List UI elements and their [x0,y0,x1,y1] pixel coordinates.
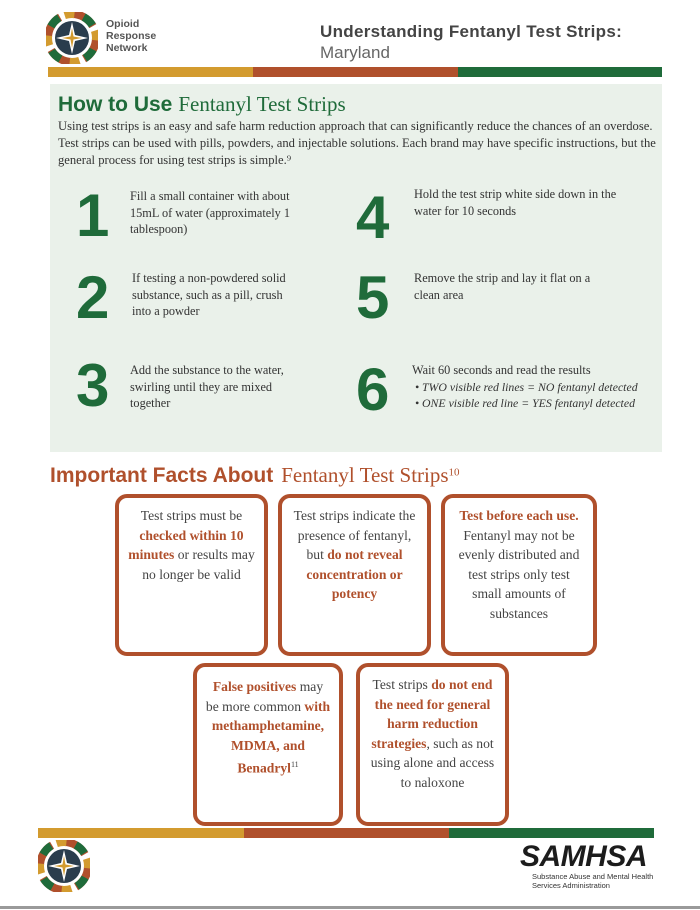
fact-text: Test strips must be [140,508,243,523]
step-text: Remove the strip and lay it flat on a clean area [414,271,591,302]
document-title-main: Understanding Fentanyl Test Strips: [320,22,623,41]
fact-card-false-positives [193,663,343,826]
step-number: 4 [356,184,390,251]
fact-text: may be more common [205,679,324,714]
step-result-bullet: • ONE visible red line = YES fentanyl detected [412,396,635,410]
fact-card-check-within [115,494,268,656]
fact-card-harm-reduction [356,663,509,826]
step-number: 5 [356,264,390,331]
fact-text: Test strips [372,677,432,692]
step-text: Wait 60 seconds and read the results [412,363,591,377]
step-number: 2 [76,264,110,331]
step-number: 6 [356,356,390,423]
step-text-block [412,362,662,412]
org-name-line: Response [106,30,157,42]
step-result-bullet: • TWO visible red lines = NO fentanyl detected [412,379,638,394]
how-to-use-panel [50,84,662,452]
page-header [0,0,700,66]
fact-text: or results may no longer be valid [142,547,255,582]
how-to-use-intro: Using test strips is an easy and safe harm reduction approach that can significantly reduce the chances of an overdose. Test strips can be used with pills, powders, and injectable solutions. Each brand may have specific instructions, but the general process for using test strips is simple.⁹ [58,119,656,167]
how-to-use-heading-light: Fentanyl Test Strips [178,92,346,116]
org-name-line: Opioid [106,18,140,30]
fact-text: , such as not using alone and access to naloxone [370,735,495,790]
fact-text-emphasis: False positives [212,679,297,694]
header-color-stripe [48,67,662,77]
fact-text-emphasis: Test before each use. [459,508,579,523]
important-facts-heading-light: Fentanyl Test Strips [281,463,449,487]
fact-card-no-potency [278,494,431,656]
fact-text: Fentanyl may not be evenly distributed and test strips only test small amounts of substances [458,527,580,621]
fact-text-emphasis: do not reveal concentration or potency [306,547,403,601]
org-name-line: Network [106,42,148,54]
step-text: Hold the test strip white side down in the water for 10 seconds [414,187,617,218]
opioid-response-network-logo [46,12,98,64]
samhsa-name: SAMHSA [520,840,648,873]
org-name [106,18,156,54]
samhsa-full-name [532,872,670,890]
fact-ref: 11 [290,760,299,769]
important-facts-heading-ref: 10 [448,466,460,479]
important-facts-heading [50,463,460,488]
samhsa-full-name-line: Substance Abuse and Mental Health [532,872,654,881]
step-result-bullet-text: TWO visible red lines = NO fentanyl detected [422,379,638,394]
step-number: 3 [76,352,110,419]
fact-text-emphasis: do not end the need for general harm reduction strategies [371,677,493,751]
step-result-bullet-text: ONE visible red line = YES fentanyl detected [422,396,635,410]
step-number: 1 [76,182,110,249]
how-to-use-heading-bold: How to Use [58,93,173,116]
how-to-use-heading [58,92,346,117]
fact-text-emphasis: checked within 10 minutes [128,527,244,562]
samhsa-logo [520,842,670,890]
step-text: Fill a small container with about 15mL of water (approximately 1 tablespoon) [130,189,291,236]
opioid-response-network-footer-logo [38,840,90,892]
footer-color-stripe [38,828,654,838]
fact-text-emphasis: with methamphetamine, MDMA, and Benadryl [211,698,331,776]
step-text: If testing a non-powdered solid substance, such as a pill, crush into a powder [132,271,286,318]
step-text: Add the substance to the water, swirling until they are mixed together [130,363,284,410]
important-facts-heading-bold: Important Facts About [50,464,274,487]
samhsa-full-name-line: Services Administration [532,881,610,890]
page-bottom-rule [0,906,700,909]
fact-text: Test strips indicate the presence of fentanyl, but [293,508,416,562]
document-subtitle: Maryland [320,43,390,62]
fact-card-test-each-use [441,494,597,656]
document-title [320,22,660,63]
